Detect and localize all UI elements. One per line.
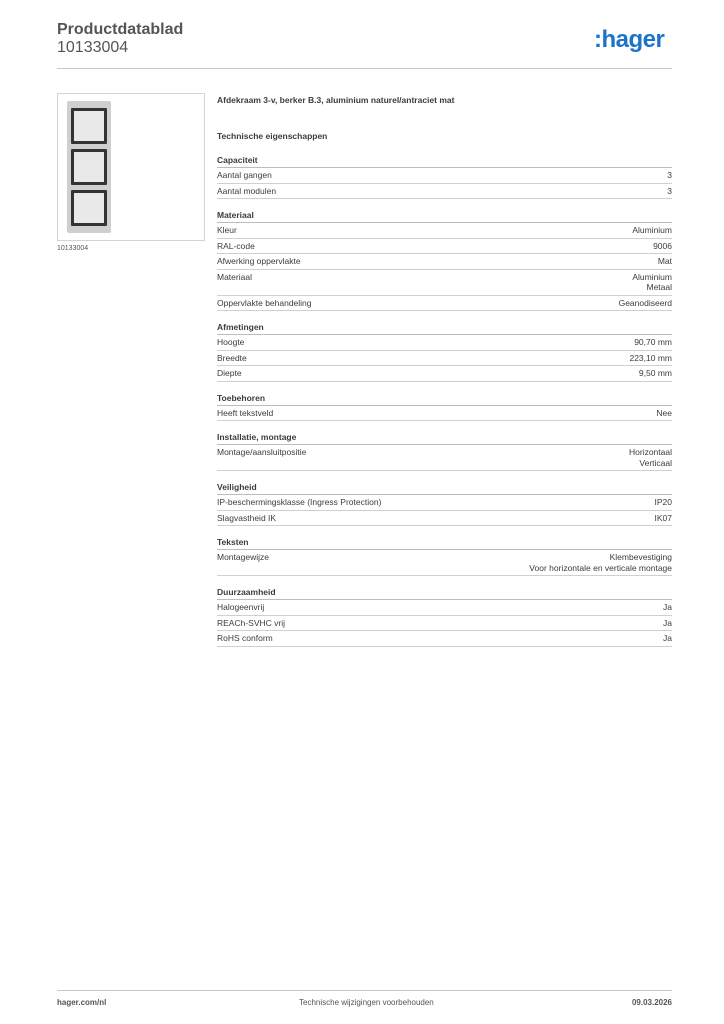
spec-label: Halogeenvrij [217,602,265,612]
spec-label: Kleur [217,225,237,235]
section-title: Toebehoren [217,393,672,406]
spec-value-line: 223,10 mm [629,352,672,363]
spec-value [634,337,672,348]
product-title: Afdekraam 3-v, berker B.3, aluminium naturel/antraciet mat [217,95,455,105]
spec-label: Montage/aansluitpositie [217,447,307,457]
logo-text: hager [601,26,665,53]
spec-value [629,447,672,468]
spec-label: Materiaal [217,271,252,282]
spec-value-line: Metaal [646,282,672,292]
footer-disclaimer: Technische wijzigingen voorbehouden [299,998,434,1007]
spec-label: Slagvastheid IK [217,512,277,523]
spec-label: RAL-code [217,240,255,251]
spec-label: Aantal modulen [217,185,277,196]
spec-row [217,495,672,511]
spec-value [529,552,672,573]
spec-value [667,170,672,181]
frame-slot-1 [71,108,107,144]
footer-divider [57,990,672,991]
cover-frame-graphic [67,101,111,233]
spec-label: Heeft tekstveld [217,407,274,418]
product-image [57,93,205,241]
spec-section [217,537,672,576]
frame-slot-3 [71,190,107,226]
section-title: Afmetingen [217,322,672,335]
spec-section [217,482,672,526]
spec-value-line: Voor horizontale en verticale montage [529,562,672,573]
spec-value [656,408,672,419]
hager-logo [594,28,664,52]
section-title: Veiligheid [217,482,672,495]
spec-value-line: 90,70 mm [634,337,672,347]
spec-value-line: 9006 [653,240,672,251]
spec-label: Montagewijze [217,552,269,562]
spec-value-line: Nee [656,407,672,418]
spec-row [217,296,672,312]
spec-row [217,168,672,184]
spec-value-line: Ja [663,602,672,612]
header-divider [57,68,672,69]
spec-label: REACh-SVHC vrij [217,617,286,628]
spec-row [217,616,672,632]
spec-row [217,631,672,647]
spec-content [217,95,672,658]
logo-dots-icon: : [594,26,602,53]
article-number: 10133004 [57,39,129,56]
spec-value-line: Mat [657,256,672,266]
spec-row [217,223,672,239]
frame-slot-2 [71,149,107,185]
tech-heading: Technische eigenschappen [217,131,328,141]
spec-value [629,353,672,364]
spec-value [663,618,672,629]
footer-date: 09.03.2026 [631,998,672,1007]
spec-value [619,298,672,309]
spec-row [217,511,672,527]
spec-value-line: 3 [667,170,672,180]
spec-value [639,368,672,379]
section-title: Installatie, montage [217,432,672,445]
spec-value-line: 3 [667,185,672,196]
spec-row [217,335,672,351]
spec-label: Oppervlakte behandeling [217,297,312,308]
spec-value-line: Aluminium [632,225,672,235]
spec-row [217,600,672,616]
spec-value-line: 9,50 mm [638,368,672,378]
section-title: Teksten [217,537,672,550]
spec-row [217,406,672,422]
spec-label: RoHS conform [217,633,273,643]
spec-label: Breedte [217,352,247,363]
spec-row [217,239,672,255]
spec-value-line: IP20 [654,497,672,507]
section-title: Materiaal [217,210,672,223]
footer-website[interactable]: hager.com/nl [57,998,107,1007]
spec-row [217,351,672,367]
spec-value-line: Ja [663,633,672,643]
spec-value-line: Klembevestiging [609,552,672,562]
spec-row [217,184,672,200]
section-title: Capaciteit [217,155,672,168]
spec-sections [217,155,672,647]
spec-row [217,254,672,270]
spec-value [653,241,672,252]
spec-section [217,587,672,647]
spec-value [655,513,673,524]
spec-label: Diepte [217,368,242,378]
spec-value-line: Aluminium [632,271,672,282]
spec-label: Aantal gangen [217,170,272,180]
spec-row [217,366,672,382]
spec-value-line: Geanodiseerd [618,297,672,308]
spec-label: Afwerking oppervlakte [217,256,301,266]
spec-section [217,393,672,422]
spec-label: IP-beschermingsklasse (Ingress Protection) [217,497,382,507]
spec-value-line: Verticaal [639,457,672,468]
spec-row [217,445,672,471]
spec-value-line: IK07 [654,512,672,523]
spec-section [217,155,672,199]
spec-section [217,210,672,311]
spec-value-line: Ja [663,617,672,628]
spec-value [632,272,672,293]
image-caption: 10133004 [57,245,89,252]
section-title: Duurzaamheid [217,587,672,600]
spec-section [217,322,672,382]
spec-label: Hoogte [217,337,245,347]
spec-value [655,497,673,508]
spec-section [217,432,672,471]
spec-value [667,186,672,197]
spec-value [632,225,672,236]
spec-value [663,602,672,613]
spec-row [217,550,672,576]
spec-row [217,270,672,296]
spec-value [658,256,672,267]
page-title: Productdatablad [57,21,184,38]
spec-value-line: Horizontaal [629,447,672,457]
spec-value [663,633,672,644]
